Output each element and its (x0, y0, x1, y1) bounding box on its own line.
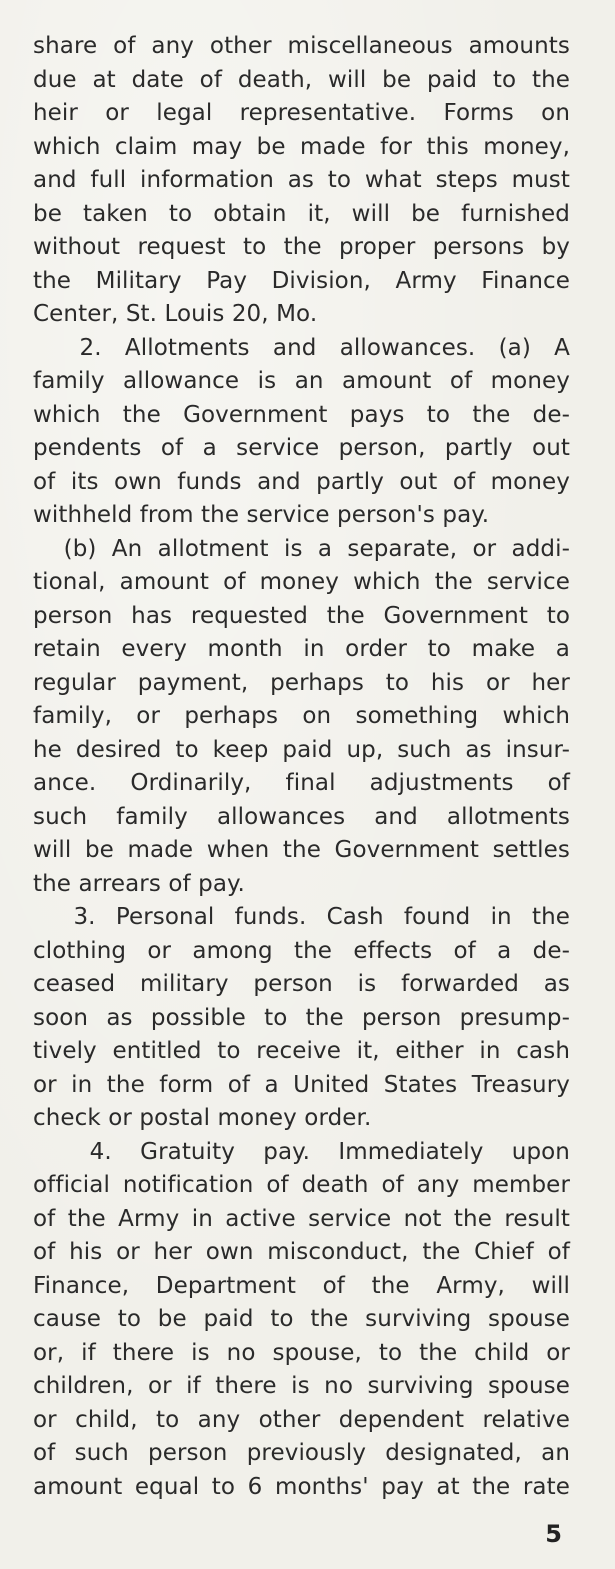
text-line: without request to the proper persons by (33, 234, 570, 260)
text-line: check or postal money order. (33, 1105, 372, 1131)
text-line: official notification of death of any member (33, 1172, 570, 1198)
text-line: which the Government pays to the de- (33, 401, 570, 428)
text-line: the arrears of pay. (33, 870, 245, 897)
text-line: and full information as to what steps must (33, 167, 570, 193)
text-line: 3. Personal funds. Cash found in the (33, 904, 570, 930)
text-line: or in the form of a United States Treasury (33, 1071, 570, 1098)
text-line: of his or her own misconduct, the Chief of (33, 1239, 570, 1265)
text-line: withheld from the service person's pay. (33, 502, 490, 528)
text-line: or child, to any other dependent relative (33, 1406, 570, 1433)
text-line: cause to be paid to the surviving spouse (33, 1306, 570, 1332)
text-line: be taken to obtain it, will be furnished (33, 200, 570, 227)
text-line: or, if there is no spouse, to the child or (33, 1339, 570, 1366)
text-line: he desired to keep paid up, such as insur- (33, 736, 570, 763)
text-line: retain every month in order to make a (33, 636, 570, 662)
text-line: which claim may be made for this money, (33, 133, 570, 160)
text-line: the Military Pay Division, Army Finance (33, 267, 570, 294)
text-line: 4. Gratuity pay. Immediately upon (33, 1138, 570, 1165)
text-line: tional, amount of money which the service (33, 569, 570, 595)
text-line: pendents of a service person, partly out (33, 435, 570, 461)
text-line: soon as possible to the person presump- (33, 1004, 570, 1031)
text-line: 2. Allotments and allowances. (a) A (33, 334, 570, 361)
text-line: share of any other miscellaneous amounts (33, 33, 570, 59)
body-text-column (33, 30, 570, 1504)
text-line: ance. Ordinarily, final adjustments of (33, 770, 570, 796)
text-line: such family allowances and allotments (33, 803, 570, 830)
text-line: clothing or among the effects of a de- (33, 937, 570, 964)
text-line: regular payment, perhaps to his or her (33, 669, 570, 696)
text-line: (b) An allotment is a separate, or addi- (33, 535, 570, 562)
text-line: amount equal to 6 months' pay at the rate (33, 1473, 570, 1500)
text-line: person has requested the Government to (33, 602, 570, 629)
text-line: heir or legal representative. Forms on (33, 100, 570, 126)
text-line: of the Army in active service not the result (33, 1205, 570, 1232)
text-line: ceased military person is forwarded as (33, 971, 570, 997)
text-line: due at date of death, will be paid to the (33, 66, 570, 93)
text-line: children, or if there is no surviving spouse (33, 1373, 570, 1399)
text-line: family, or perhaps on something which (33, 703, 570, 729)
text-line: Finance, Department of the Army, will (33, 1272, 570, 1299)
text-line: will be made when the Government settles (33, 837, 570, 863)
text-line: of such person previously designated, an (33, 1440, 570, 1466)
page-number: 5 (545, 1520, 562, 1548)
text-line: family allowance is an amount of money (33, 368, 570, 394)
text-line: Center, St. Louis 20, Mo. (33, 301, 318, 327)
text-line: tively entitled to receive it, either in cash (33, 1038, 570, 1064)
text-line: of its own funds and partly out of money (33, 468, 570, 495)
